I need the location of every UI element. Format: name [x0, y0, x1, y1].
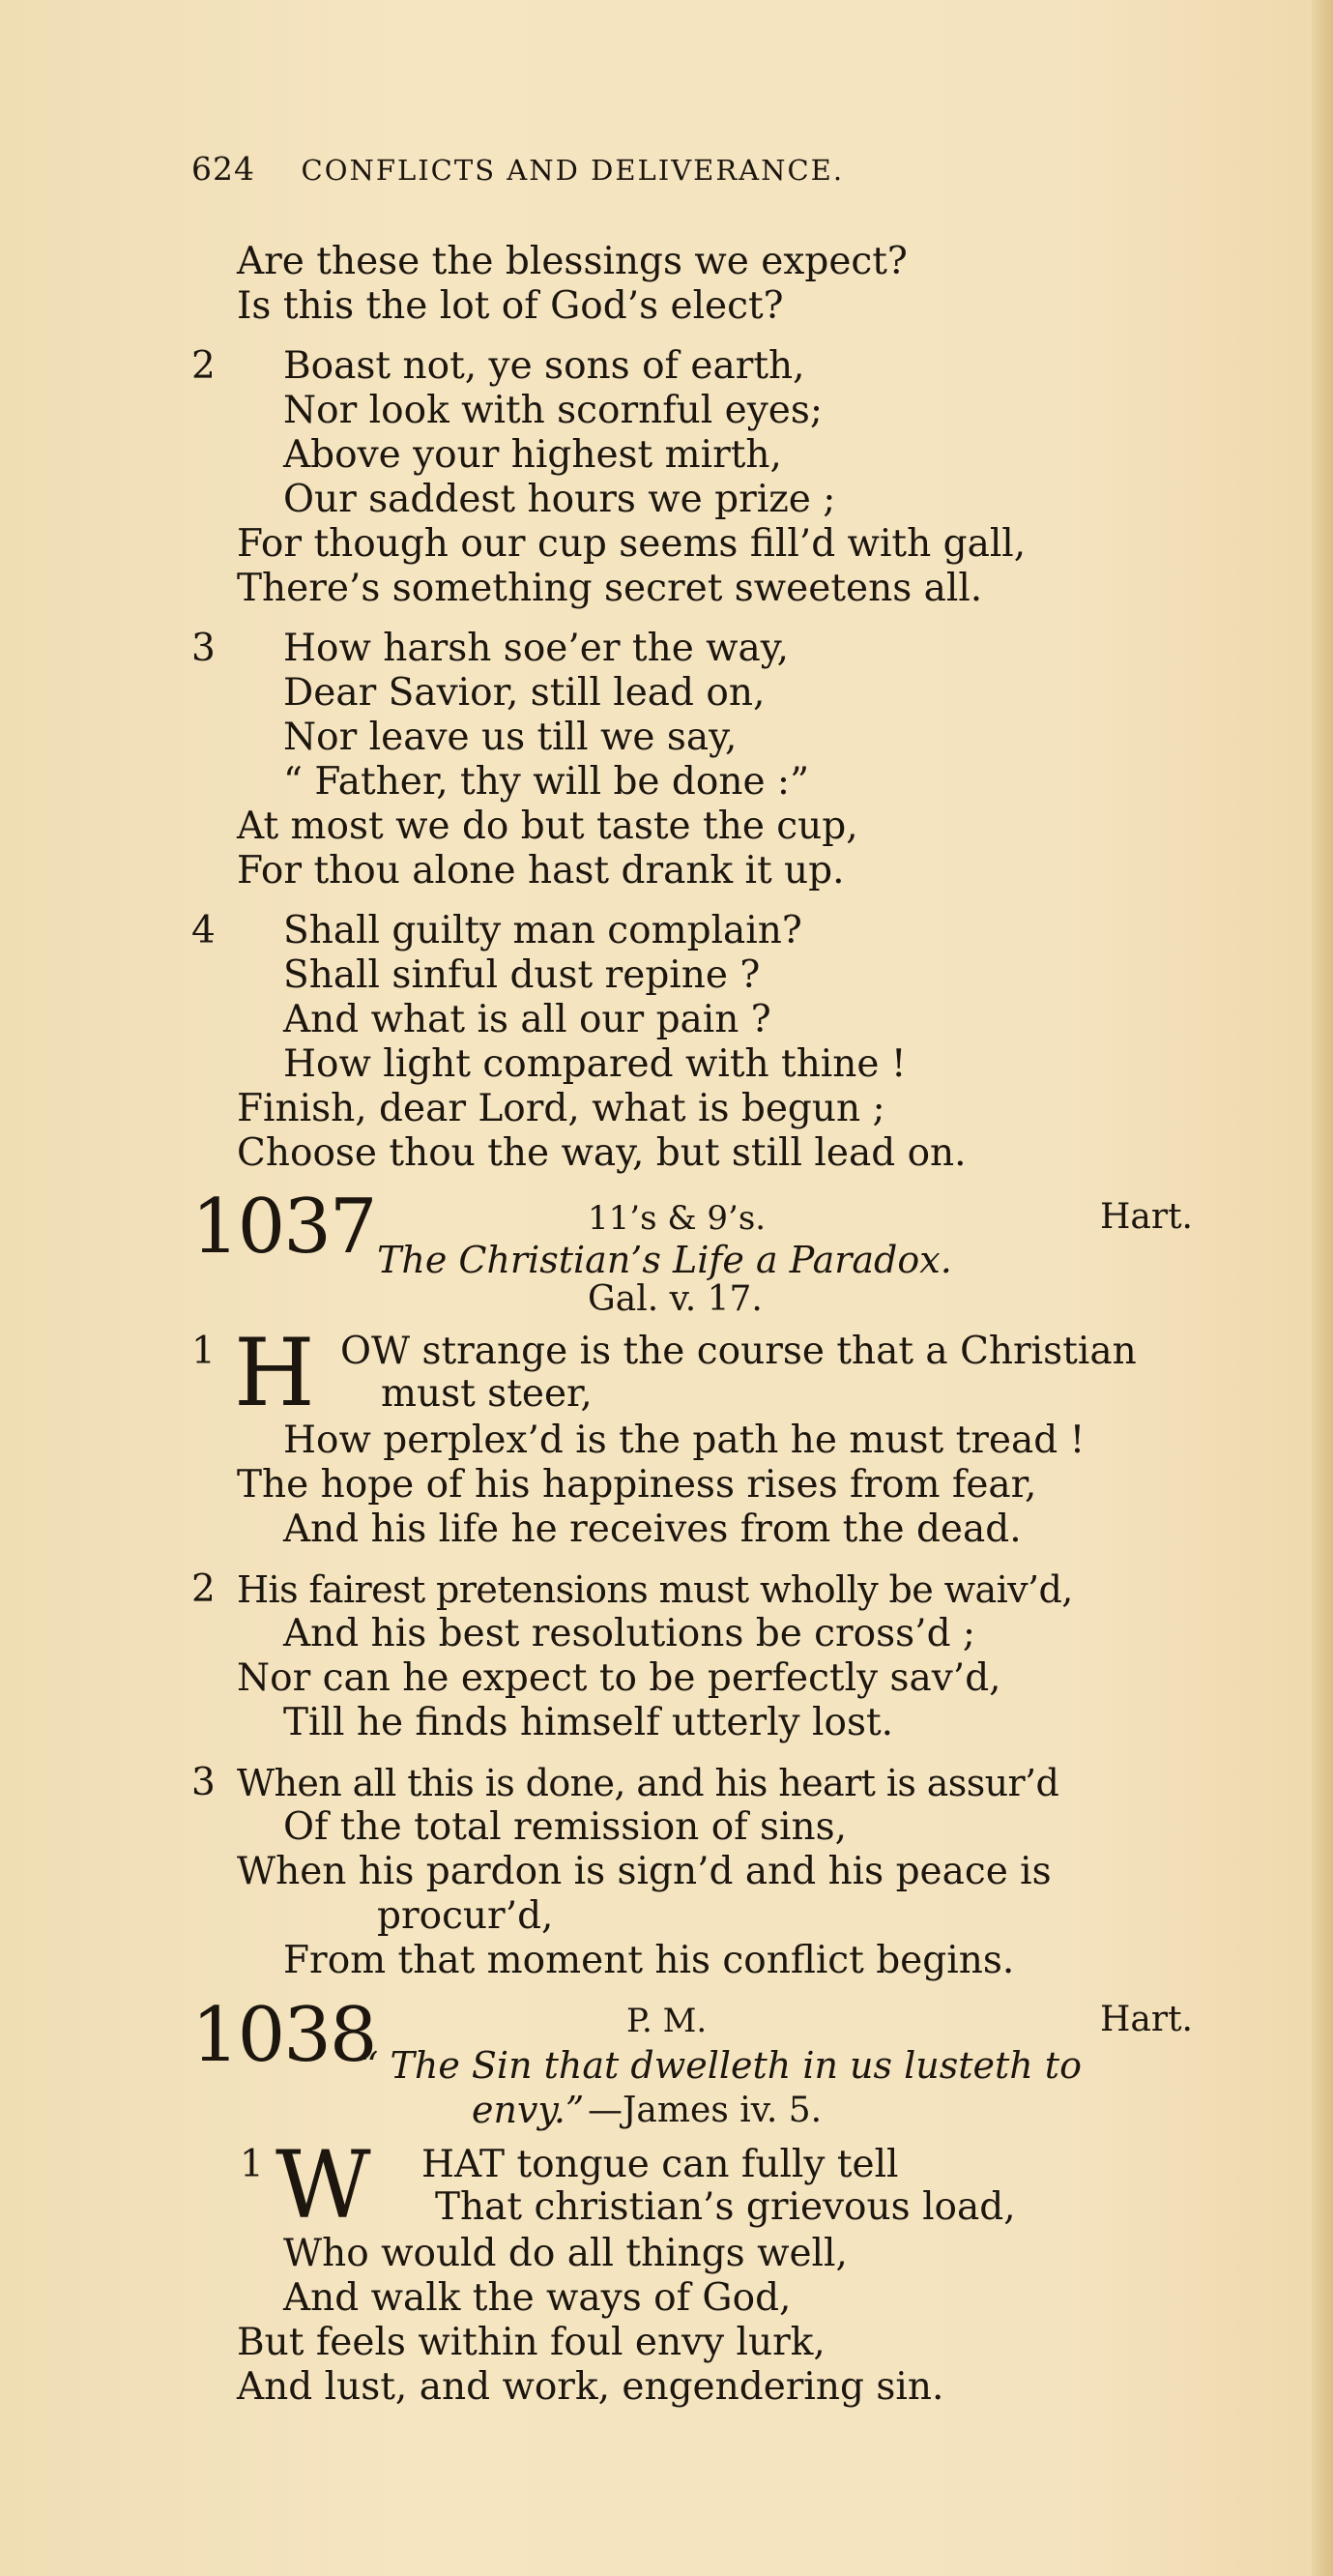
verse-line: Boast not, ye sons of earth,	[283, 344, 805, 388]
verse-line: And lust, and work, engendering sin.	[237, 2365, 944, 2409]
verse-line: The hope of his happiness rises from fear,	[237, 1463, 1037, 1507]
scripture-reference: Gal. v. 17.	[588, 1279, 763, 1319]
scripture-reference: —James iv. 5.	[588, 2091, 823, 2130]
verse-number: 1	[240, 2143, 264, 2186]
verse-number: 3	[191, 627, 216, 670]
hymn-author: Hart.	[1100, 2000, 1193, 2039]
page-number: 624	[191, 150, 255, 188]
verse-number: 1	[191, 1330, 216, 1373]
verse-line: For though our cup seems fill’d with gall,	[237, 522, 1027, 566]
drop-cap: H	[234, 1319, 315, 1427]
verse-line: procur’d,	[377, 1894, 554, 1938]
verse-line: Our saddest hours we prize ;	[283, 478, 836, 521]
verse-line: Nor leave us till we say,	[283, 716, 738, 759]
page-header	[191, 150, 844, 188]
verse-line: Dear Savior, still lead on,	[283, 671, 766, 715]
verse-line: Above your highest mirth,	[283, 433, 782, 477]
hymn-meter: P. M.	[626, 2002, 708, 2040]
verse-number: 4	[191, 909, 216, 952]
verse-line: From that moment his conflict begins.	[283, 1939, 1015, 1982]
verse-line: And what is all our pain ?	[283, 998, 771, 1041]
verse-line: For thou alone hast drank it up.	[237, 849, 845, 893]
verse-line: Choose thou the way, but still lead on.	[237, 1131, 967, 1175]
verse-line: Till he finds himself utterly lost.	[283, 1701, 894, 1744]
verse-line: When all this is done, and his heart is assur’d	[237, 1762, 1059, 1804]
hymn-title: “ The Sin that dwelleth in us lusteth to	[360, 2044, 1082, 2087]
verse-number: 2	[191, 1567, 216, 1611]
hymn-title-continued: envy.”	[472, 2089, 585, 2131]
verse-line: Shall guilty man complain?	[283, 909, 802, 952]
verse-line: How light compared with thine !	[283, 1042, 907, 1086]
hymn-number: 1037	[191, 1184, 376, 1271]
verse-line: OW strange is the course that a Christian	[340, 1330, 1137, 1373]
verse-line: At most we do but taste the cup,	[237, 805, 858, 848]
verse-line: And his life he receives from the dead.	[283, 1508, 1022, 1551]
hymn-number: 1038	[191, 1992, 376, 2079]
verse-line: Nor look with scornful eyes;	[283, 389, 824, 432]
verse-line: Nor can he expect to be perfectly sav’d,	[237, 1656, 1001, 1700]
verse-line: Finish, dear Lord, what is begun ;	[237, 1087, 885, 1130]
verse-line: How harsh soe’er the way,	[283, 627, 790, 670]
verse-line: There’s something secret sweetens all.	[237, 567, 983, 610]
verse-line: HAT tongue can fully tell	[421, 2143, 899, 2186]
verse-line: must steer,	[381, 1372, 593, 1416]
verse-line: How perplex’d is the path he must tread !	[283, 1419, 1086, 1462]
running-title: CONFLICTS AND DELIVERANCE.	[301, 154, 845, 187]
verse-number: 3	[191, 1761, 216, 1804]
hymn-author: Hart.	[1100, 1197, 1193, 1237]
verse-line: “ Father, thy will be done :”	[283, 760, 810, 804]
verse-line: But feels within foul envy lurk,	[237, 2321, 826, 2364]
verse-line: When his pardon is sign’d and his peace is	[237, 1850, 1052, 1893]
verse-line: Shall sinful dust repine ?	[283, 953, 761, 997]
drop-cap: W	[275, 2131, 371, 2239]
page-edge	[1312, 0, 1333, 2576]
verse-line: That christian’s grievous load,	[435, 2185, 1016, 2229]
verse-number: 2	[191, 344, 216, 388]
verse-line: His fairest pretensions must wholly be waiv’d,	[237, 1568, 1073, 1611]
verse-line: And his best resolutions be cross’d ;	[283, 1612, 976, 1655]
hymn-meter: 11’s & 9’s.	[588, 1199, 767, 1238]
verse-line: And walk the ways of God,	[283, 2276, 792, 2320]
verse-line: Who would do all things well,	[283, 2232, 848, 2275]
hymn-title: The Christian’s Life a Paradox.	[377, 1239, 952, 1281]
verse-line: Of the total remission of sins,	[283, 1805, 848, 1849]
verse-line: Are these the blessings we expect?	[237, 240, 908, 283]
verse-line: Is this the lot of God’s elect?	[237, 284, 784, 328]
